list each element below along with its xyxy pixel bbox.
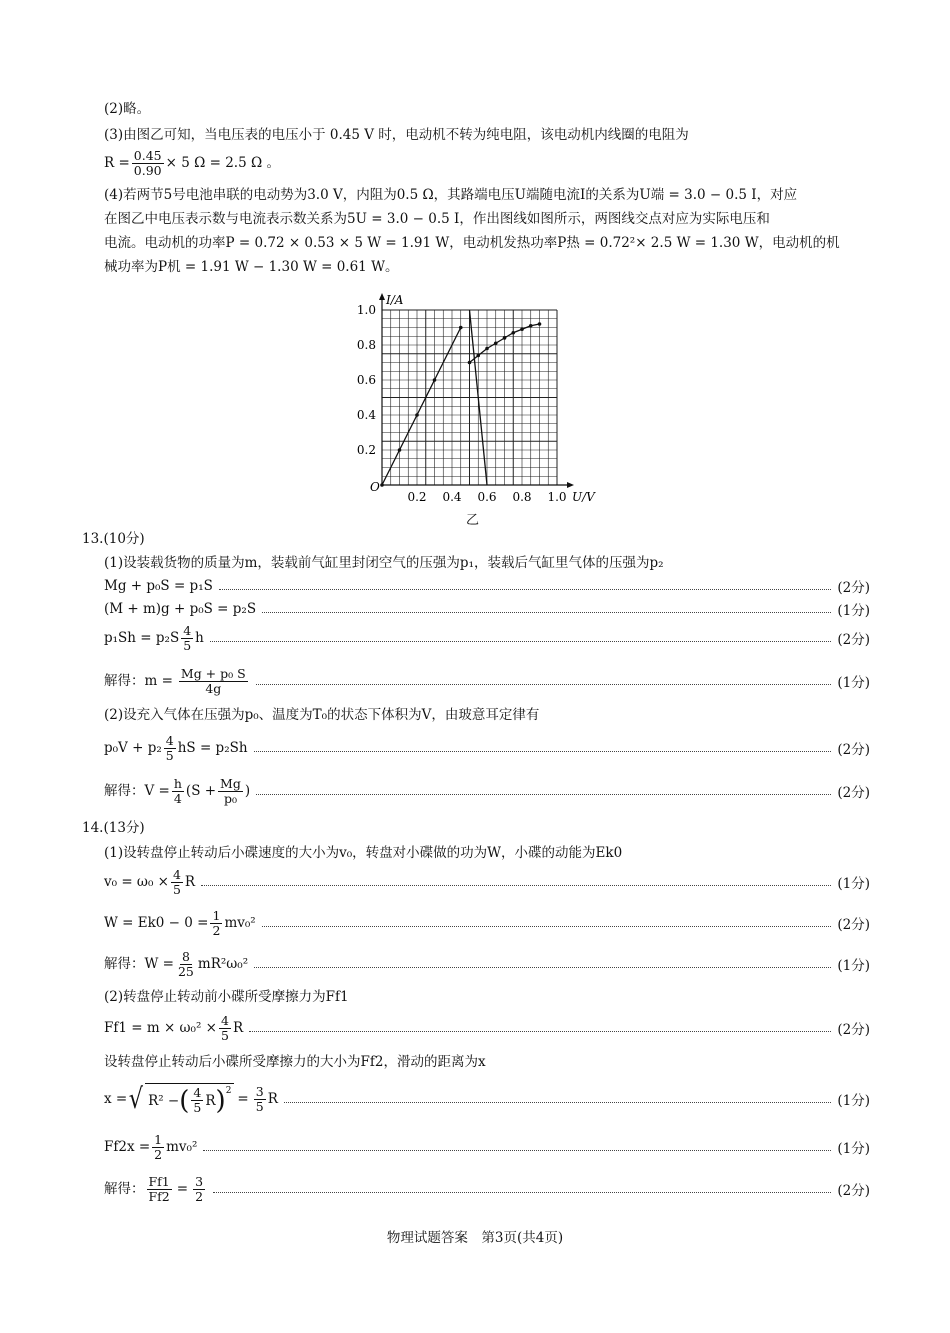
data-point: [398, 448, 402, 452]
equation: 解得：V = $\frac{h}{4}$ (S + $\frac{Mg}{\text{p₀}}$ ): [104, 775, 251, 806]
y-tick-label: 0.8: [356, 338, 376, 352]
data-point: [520, 327, 524, 331]
score: (2分): [837, 785, 870, 801]
leader-dots: [262, 926, 832, 927]
y-tick-label: 0.6: [356, 373, 376, 387]
data-point: [459, 326, 463, 330]
leader-dots: [254, 751, 832, 752]
q12-part4-line2: 在图乙中电压表示数与电流表示数关系为5U = 3.0 − 0.5 I，作出图线如图所示，两图线交点对应为实际电压和: [104, 211, 770, 227]
q14-eq4: [104, 1012, 870, 1043]
equation: W = Ek0 − 0 = $\frac{1}{2}$ mv₀²: [104, 907, 256, 938]
equation: 解得：W = $\frac{8}{25}$ mR²ω₀²: [104, 948, 249, 979]
q14-eq7: [104, 1173, 870, 1204]
equation: Ff2x = $\frac{1}{2}$ mv₀²: [104, 1131, 198, 1162]
data-point: [468, 361, 472, 365]
q14-heading: 14.(13分): [82, 820, 145, 836]
page-footer: 物理试题答案 第3页(共4页): [386, 1230, 564, 1246]
score: (2分): [837, 632, 870, 648]
data-point: [433, 378, 437, 382]
leader-dots: [201, 885, 831, 886]
q14-eq2: [104, 907, 870, 938]
score: (2分): [837, 1183, 870, 1199]
equation: Mg + p₀S = p₁S: [104, 578, 213, 594]
equation: (M + m)g + p₀S = p₂S: [104, 601, 257, 617]
data-point: [529, 324, 533, 328]
data-point: [503, 336, 507, 340]
y-axis-arrow: [379, 293, 385, 300]
leader-dots: [256, 684, 832, 685]
equation: Ff1 = m × ω₀² × $\frac{4}{5}$ R: [104, 1012, 244, 1043]
data-point: [511, 331, 515, 335]
y-tick-label: 0.2: [356, 443, 376, 457]
data-point: [494, 341, 498, 345]
score: (1分): [837, 603, 870, 619]
x-tick-label: 1.0: [547, 490, 567, 504]
iu-chart: [352, 280, 612, 510]
score: (1分): [837, 675, 870, 691]
score: (1分): [837, 958, 870, 974]
q13-eq4: [104, 665, 870, 696]
data-point: [415, 413, 419, 417]
q12-part3-formula: [104, 145, 870, 181]
q13-eq1: [104, 575, 870, 597]
q13-eq3: [104, 622, 870, 653]
q14-eq1: [104, 866, 870, 897]
y-tick-label: 1.0: [356, 303, 376, 317]
x-axis-arrow: [567, 482, 574, 488]
y-tick-label: 0.4: [356, 408, 376, 422]
score: (1分): [837, 1093, 870, 1109]
score: (2分): [837, 917, 870, 933]
score: (1分): [837, 876, 870, 892]
score: (2分): [837, 742, 870, 758]
x-tick-label: 0.6: [477, 490, 497, 504]
q13-part2: (2)设充入气体在压强为p₀、温度为T₀的状态下体积为V，由玻意耳定律有: [104, 707, 540, 723]
q12-part4-line1: (4)若两节5号电池串联的电动势为3.0 V，内阻为0.5 Ω，其路端电压U端随电流I的关系为U端 = 3.0 − 0.5 I，对应: [104, 187, 798, 203]
q12-part3-line1: (3)由图乙可知，当电压表的电压小于 0.45 V 时，电动机不转为纯电阻，该电动机内线圈的电阻为: [104, 127, 689, 143]
data-point: [476, 354, 480, 358]
data-point: [485, 347, 489, 351]
equation: 解得： $\frac{Ff1}{Ff2}$ = $\frac{3}{2}$: [104, 1173, 204, 1204]
score: (2分): [837, 1022, 870, 1038]
equation: x = √ R² − ( $\frac{4}{5}$ R ) $^2$ = $\frac{3}{5}$ R: [104, 1082, 278, 1116]
q14-eq5: [104, 1082, 870, 1116]
q13-eq5: [104, 732, 870, 763]
q14-intro: (1)设转盘停止转动后小碟速度的大小为v₀，转盘对小碟做的功为W，小碟的动能为Ek0: [104, 845, 623, 861]
formula-rhs: × 5 Ω = 2.5 Ω 。: [165, 155, 280, 171]
equation: p₁Sh = p₂S $\frac{4}{5}$ h: [104, 622, 204, 653]
data-point: [538, 322, 542, 326]
q12-part4-line3: 电流。电动机的功率P = 0.72 × 0.53 × 5 W = 1.91 W，电动机发热功率P热 = 0.72²× 2.5 W = 1.30 W，电动机的机: [104, 235, 840, 251]
q12-part4-line4: 械功率为P机 = 1.91 W − 1.30 W = 0.61 W。: [104, 259, 399, 275]
score: (1分): [837, 1141, 870, 1157]
leader-dots: [213, 1192, 831, 1193]
x-axis-label: U/V: [572, 490, 595, 504]
equation: v₀ = ω₀ × $\frac{4}{5}$ R: [104, 866, 196, 897]
score: (2分): [837, 580, 870, 596]
origin-label: O: [370, 480, 380, 494]
equation: 解得：m = $\frac{\text{Mg + p₀ S}}{4g}$: [104, 665, 246, 696]
data-point: [380, 483, 384, 487]
q14-eq6: [104, 1131, 870, 1162]
x-tick-label: 0.8: [512, 490, 532, 504]
formula-lhs: R =: [104, 155, 130, 171]
y-axis-label: I/A: [386, 293, 404, 307]
chart-caption: 乙: [466, 513, 480, 528]
q14-mid: 设转盘停止转动后小碟所受摩擦力的大小为Ff2，滑动的距离为x: [104, 1054, 486, 1070]
x-tick-label: 0.2: [407, 490, 427, 504]
leader-dots: [203, 1150, 831, 1151]
q14-eq3: [104, 948, 870, 979]
leader-dots: [249, 1031, 831, 1032]
q13-eq2: [104, 598, 870, 620]
leader-dots: [256, 794, 831, 795]
fraction: $\frac{0.45}{0.90}$: [133, 147, 162, 178]
q13-heading: 13.(10分): [82, 531, 145, 547]
leader-dots: [284, 1102, 832, 1103]
x-tick-label: 0.4: [442, 490, 462, 504]
leader-dots: [262, 612, 831, 613]
q14-part2: (2)转盘停止转动前小碟所受摩擦力为Ff1: [104, 989, 349, 1005]
equation: p₀V + p₂ $\frac{4}{5}$ hS = p₂Sh: [104, 732, 248, 763]
sqrt: √ R² − ( $\frac{4}{5}$ R ) $^2$: [127, 1083, 234, 1115]
leader-dots: [254, 967, 831, 968]
q12-part2: (2)略。: [104, 101, 151, 117]
q13-intro: (1)设装载货物的质量为m，装载前气缸里封闭空气的压强为p₁，装载后气缸里气体的压强为p₂: [104, 555, 664, 571]
leader-dots: [210, 641, 832, 642]
q13-eq6: [104, 775, 870, 806]
leader-dots: [219, 589, 832, 590]
